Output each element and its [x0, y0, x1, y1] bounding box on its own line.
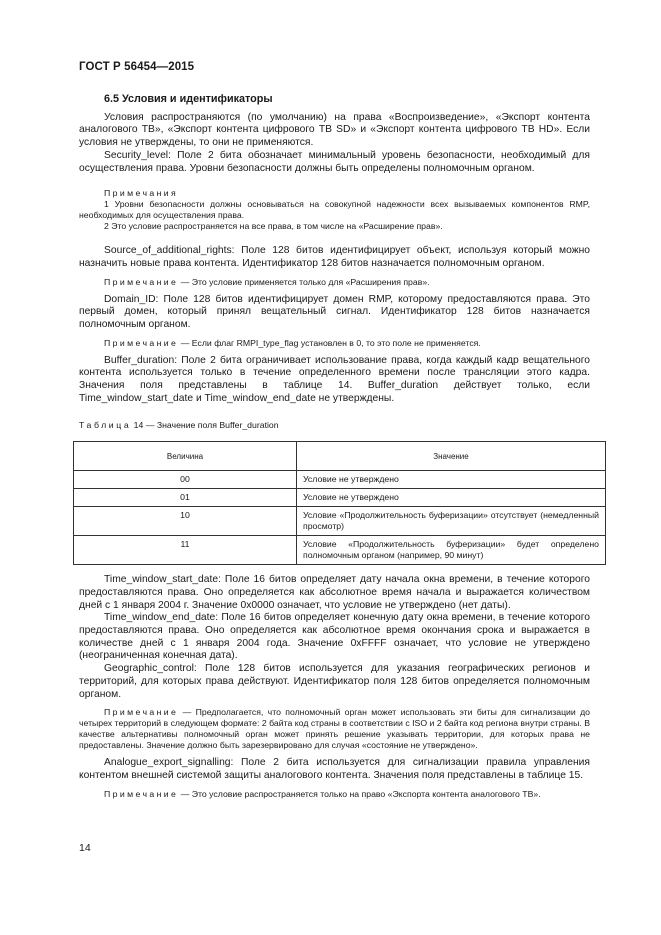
paragraph-geographic-control: Geographic_control: Поле 128 битов используется для указания географических регионов и территорий, для которых права действуют. Идентификатор поля 128 битов определяется полномочным органом. — [79, 663, 590, 700]
paragraph-analogue-export: Analogue_export_signalling: Поле 2 бита используется для сигнализации правила управления контентом внешней системой защиты аналогового контента. Значения поля представлены в таблице 15. — [79, 757, 590, 781]
section-title: 6.5 Условия и идентификаторы — [104, 93, 273, 105]
table-header-meaning: Значение — [297, 442, 606, 471]
paragraph-conditions: Условия распространяются (по умолчанию) на права «Воспроизведение», «Экспорт контента аналогового ТВ», «Экспорт контента цифрового ТВ SD» и «Экспорт контента цифрового ТВ HD». Если условия не утверждены, то они не применяются. — [79, 111, 590, 149]
note-label: Примечание — [104, 788, 179, 799]
standard-header: ГОСТ Р 56454—2015 — [79, 61, 195, 73]
table-row — [74, 536, 606, 565]
table-row — [74, 489, 606, 507]
note-geographic — [79, 707, 590, 751]
table-caption-label: Таблица — [79, 419, 132, 430]
paragraph-security-level: Security_level: Поле 2 бита обозначает минимальный уровень безопасности, необходимый для осуществления права. Уровни безопасности должны быть определены полномочным органом. — [79, 149, 590, 174]
paragraph-buffer-duration: Buffer_duration: Поле 2 бита ограничивает использование права, когда каждый кадр вещательного контента используется только в течение определенного времени после трансляции этого кадра. Значения поля представлены в таблице 14. Buffer_duration действует только, если Time_window_start_date и Time_window_end_date не утверждены. — [79, 354, 590, 404]
table-cell-meaning: Условие не утверждено — [297, 471, 606, 489]
note-item-2: 2 Это условие распространяется на все права, в том числе на «Расширение прав». — [104, 221, 443, 232]
table-14-caption — [79, 419, 590, 432]
note-item-1: 1 Уровни безопасности должны основываться на совокупной надежности всех вызываемых компонентов RMP, необходимых для осуществления права. — [79, 199, 590, 221]
note-text: — Это условие распространяется только на право «Экспорта контента аналогового ТВ». — [178, 788, 541, 799]
note-extension-rights — [79, 277, 590, 288]
page-content — [79, 93, 599, 800]
table-cell-value: 01 — [74, 489, 297, 507]
paragraph-time-window-start: Time_window_start_date: Поле 16 битов определяет дату начала окна времени, в течение которого предоставляются права. Оно определяется как абсолютное время начала и выражается количеством дней с 1 января 2004 г. Значение 0x0000 означает, что условие не утверждено (нет даты). — [79, 574, 590, 611]
note-text: — Это условие применяется только для «Расширения прав». — [178, 276, 430, 287]
paragraph-source-additional-rights: Source_of_additional_rights: Поле 128 битов идентифицирует объект, используя который можно назначить новые права контента. Идентификатор 128 битов назначается полномочным органом. — [79, 245, 590, 269]
table-cell-meaning: Условие «Продолжительность буферизации» будет определено полномочным органом (например, 90 минут) — [297, 536, 606, 565]
notes-block — [79, 188, 590, 232]
paragraph-time-window-end: Time_window_end_date: Поле 16 битов определяет конечную дату окна времени, в течение которого предоставляются права. Оно определяется как абсолютное время окончания срока и выражается в количестве дней с 1 января 2004 года. Значение 0xFFFF означает, что условие не утверждено (неограниченная конечная дата). — [79, 612, 590, 662]
page-number: 14 — [79, 842, 91, 854]
table-caption-text: 14 — Значение поля Buffer_duration — [131, 419, 279, 430]
table-cell-meaning: Условие не утверждено — [297, 489, 606, 507]
table-row — [74, 471, 606, 489]
note-analogue-export — [79, 789, 590, 800]
note-text: — Предполагается, что полномочный орган может использовать эти биты для сигнализации до четырех территорий в следующем формате: 2 байта код страны в соответствии с ISO и 2 байта код региона внутри страны. В качестве альтернативы полномочный орган может принять решение указывать территории, для которых права не предоставлены. Значение должно быть зарезервировано для случая «состояние не утверждено». — [79, 707, 590, 751]
note-label: Примечание — [104, 707, 179, 718]
table-cell-value: 10 — [74, 507, 297, 536]
paragraph-domain-id: Domain_ID: Поле 128 битов идентифицирует домен RMP, которому предоставляются права. Это первый домен, который принял вещательный сигнал. Идентификатор 128 битов назначается полномочным органом. — [79, 293, 590, 331]
table-cell-meaning: Условие «Продолжительность буферизации» отсутствует (немедленный просмотр) — [297, 507, 606, 536]
notes-heading: Примечания — [104, 188, 179, 199]
note-label: Примечание — [104, 337, 179, 348]
table-header-value: Величина — [74, 442, 297, 471]
note-rmpi-flag — [79, 338, 590, 349]
table-14 — [73, 441, 606, 565]
table-cell-value: 00 — [74, 471, 297, 489]
note-text: — Если флаг RMPI_type_flag установлен в 0, то это поле не применяется. — [178, 337, 481, 348]
table-cell-value: 11 — [74, 536, 297, 565]
note-label: Примечание — [104, 276, 179, 287]
table-row — [74, 507, 606, 536]
